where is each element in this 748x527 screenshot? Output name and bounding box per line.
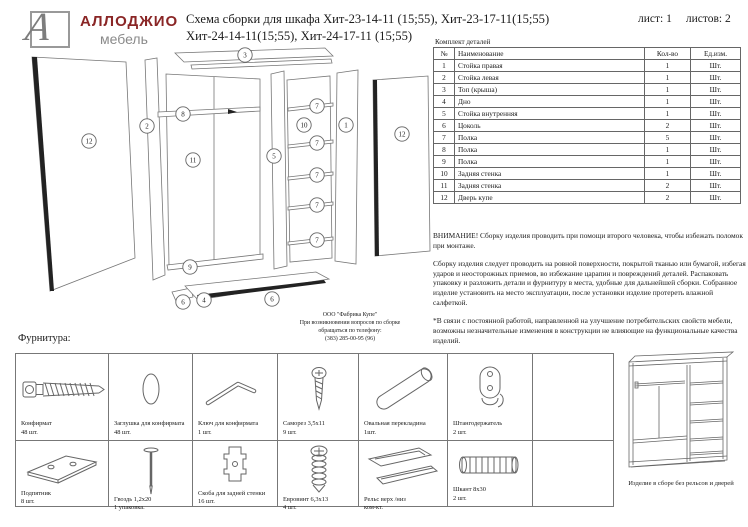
parts-table-body xyxy=(434,60,741,204)
hardware-empty-cell xyxy=(533,354,614,441)
svg-text:12: 12 xyxy=(398,130,406,139)
table-header-row xyxy=(434,48,741,60)
table-row xyxy=(434,72,741,84)
table-cell: Шт. xyxy=(691,96,741,108)
assembled-cabinet-drawing xyxy=(615,352,747,474)
table-cell: Шт. xyxy=(691,120,741,132)
table-cell: Стойка внутренняя xyxy=(455,108,645,120)
table-row xyxy=(434,96,741,108)
diagram-callout-3 xyxy=(238,48,252,62)
table-row xyxy=(434,168,741,180)
confirmat-screw-icon xyxy=(21,357,104,420)
table-cell: Цоколь xyxy=(455,120,645,132)
footnote-text: *В связи с постоянной работой, направленной на улучшение потребительских свойств мебели, возможны незначительные изменения в конструкции не влияющие на функциональные качества изделий. xyxy=(433,315,738,345)
hardware-item xyxy=(448,441,533,507)
svg-text:11: 11 xyxy=(189,156,197,165)
hardware-item-name: Евровинт 6,3х13 xyxy=(283,496,329,503)
diagram-callout-6 xyxy=(265,292,279,306)
table-cell: 1 xyxy=(645,156,691,168)
diagram-callout-1 xyxy=(339,118,353,132)
brand-name: АЛЛОДЖИО xyxy=(80,13,179,30)
diagram-callout-10 xyxy=(297,118,311,132)
table-cell: 1 xyxy=(434,60,455,72)
company-logo xyxy=(22,4,70,49)
table-cell: 5 xyxy=(645,132,691,144)
hardware-item-name: Конфирмат xyxy=(21,420,52,428)
hardware-item-qty: 9 шт. xyxy=(283,428,297,436)
hardware-item-name: Заглушка для конфирмата xyxy=(114,420,185,428)
hardware-grid xyxy=(15,353,614,512)
table-cell: Шт. xyxy=(691,60,741,72)
hardware-item xyxy=(359,441,448,512)
column-header-unit: Ед.изм. xyxy=(691,48,741,60)
table-cell: Полка xyxy=(455,144,645,156)
table-cell: Стойка правая xyxy=(455,60,645,72)
hardware-item-qty: 1шт. xyxy=(364,428,377,436)
parts-table-caption: Комплект деталей xyxy=(435,38,491,46)
table-row xyxy=(434,132,741,144)
svg-text:5: 5 xyxy=(272,152,276,161)
table-row xyxy=(434,60,741,72)
svg-text:12: 12 xyxy=(85,137,93,146)
page-title xyxy=(186,11,576,45)
svg-text:4: 4 xyxy=(202,296,206,305)
table-cell: Шт. xyxy=(691,156,741,168)
rod-holder-icon xyxy=(453,357,528,420)
diagram-callout-7 xyxy=(310,136,324,150)
oval-rod-icon xyxy=(364,357,443,420)
logo-mark-icon: А xyxy=(22,4,54,49)
hardware-item-qty: 48 шт. xyxy=(114,428,131,436)
hardware-item-qty: 16 шт. xyxy=(198,498,215,506)
hardware-item xyxy=(16,354,109,441)
hardware-item-name: Овальная перекладина xyxy=(364,420,426,428)
brand-subtitle: мебель xyxy=(100,31,148,47)
hardware-item-name: Рельс верх /низ xyxy=(364,496,406,503)
diagram-callout-12 xyxy=(395,127,409,141)
dowel-icon xyxy=(453,444,528,486)
assembly-notes xyxy=(433,231,746,353)
hardware-item-qty: 1 упаковка. xyxy=(114,504,145,512)
table-cell: Шт. xyxy=(691,84,741,96)
table-row xyxy=(434,108,741,120)
svg-text:7: 7 xyxy=(315,102,319,111)
title-line-2: Хит-24-14-11(15;55), Хит-24-17-11 (15;55) xyxy=(186,29,413,43)
table-cell: 11 xyxy=(434,180,455,192)
diagram-callout-9 xyxy=(183,260,197,274)
svg-text:8: 8 xyxy=(181,110,185,119)
diagram-callout-2 xyxy=(140,119,154,133)
factory-name: ООО "Фабрика Купе" xyxy=(322,312,378,318)
table-row xyxy=(434,180,741,192)
instructions-text: Сборку изделия следует проводить на ровной поверхности, покрытой тканью или бумагой, избегая ударов и неосторожных приемов, во избежание царапин и повреждений деталей. Распаковать упаковку и разложить детали и фурнитуру в места, удобные для дальнейшей сборки. Собранное изделие установить на место эксплуатации, после установки изделие протереть влажной салфеткой. xyxy=(433,258,746,308)
diagram-callout-8 xyxy=(176,107,190,121)
table-cell: 1 xyxy=(645,84,691,96)
svg-text:6: 6 xyxy=(270,295,274,304)
table-cell: Шт. xyxy=(691,180,741,192)
hardware-item-name: Подпятник xyxy=(21,490,51,497)
title-line-1: Схема сборки для шкафа Хит-23-14-11 (15;55), Хит-23-17-11(15;55) xyxy=(186,12,550,26)
sheet-number: лист: 1 xyxy=(638,13,672,25)
diagram-callout-7 xyxy=(310,168,324,182)
hardware-item xyxy=(278,441,359,512)
sheets-total: листов: 2 xyxy=(685,13,731,25)
hardware-item xyxy=(16,441,109,507)
svg-text:7: 7 xyxy=(315,171,319,180)
column-header-qty: Кол-во xyxy=(645,48,691,60)
hardware-item-name: Шкант 8х30 xyxy=(453,486,486,494)
table-cell: 1 xyxy=(645,144,691,156)
table-cell: 2 xyxy=(645,120,691,132)
diagram-callout-6 xyxy=(176,295,190,309)
table-cell: 1 xyxy=(645,72,691,84)
assembly-diagram xyxy=(20,48,435,312)
table-cell: Задняя стенка xyxy=(455,168,645,180)
svg-text:6: 6 xyxy=(181,298,185,307)
table-cell: Шт. xyxy=(691,144,741,156)
table-cell: Полка xyxy=(455,132,645,144)
table-cell: 1 xyxy=(645,96,691,108)
table-cell: Стойка левая xyxy=(455,72,645,84)
svg-text:10: 10 xyxy=(300,121,308,130)
hardware-item-qty: 2 шт. xyxy=(453,428,467,436)
hardware-item-name: Штангодержатель xyxy=(453,420,503,428)
hardware-item xyxy=(193,441,278,507)
table-cell: Шт. xyxy=(691,72,741,84)
hardware-item xyxy=(193,354,278,441)
table-cell: 4 xyxy=(434,96,455,108)
hardware-item-name: Ключ для конфирмата xyxy=(198,420,259,428)
table-cell: 6 xyxy=(434,120,455,132)
table-row xyxy=(434,192,741,204)
diagram-callout-7 xyxy=(310,233,324,247)
column-header-name: Наименование xyxy=(455,48,645,60)
rail-icon xyxy=(364,444,443,496)
hardware-empty-cell xyxy=(533,441,614,507)
hardware-item xyxy=(109,441,193,512)
factory-contact xyxy=(284,312,416,344)
brand-block xyxy=(80,13,178,47)
table-cell: 1 xyxy=(645,108,691,120)
table-cell: 5 xyxy=(434,108,455,120)
diagram-callout-5 xyxy=(267,149,281,163)
table-cell: Шт. xyxy=(691,192,741,204)
back-panel-bracket-icon xyxy=(198,444,273,490)
hardware-item-qty: 4 шт. xyxy=(283,504,297,512)
table-row xyxy=(434,120,741,132)
hardware-item xyxy=(448,354,533,441)
table-cell: 10 xyxy=(434,168,455,180)
svg-text:1: 1 xyxy=(344,121,348,130)
euro-screw-icon xyxy=(283,444,354,496)
table-cell: Шт. xyxy=(691,132,741,144)
hardware-item-qty: 8 шт. xyxy=(21,498,35,506)
svg-text:3: 3 xyxy=(243,51,247,60)
hardware-item-qty: 1 шт. xyxy=(198,428,212,436)
hardware-item-name: Саморез 3,5х11 xyxy=(283,420,325,428)
table-cell: 12 xyxy=(434,192,455,204)
table-cell: 8 xyxy=(434,144,455,156)
diagram-callout-7 xyxy=(310,99,324,113)
table-cell: 9 xyxy=(434,156,455,168)
table-cell: 1 xyxy=(645,60,691,72)
assembled-cabinet-caption: Изделие в сборе без рельсов и дверей xyxy=(628,480,734,487)
factory-phone: (383) 285-00-95 (96) xyxy=(324,335,376,342)
nail-icon xyxy=(114,444,188,496)
diagram-callout-4 xyxy=(197,293,211,307)
hardware-item xyxy=(278,354,359,441)
table-cell: 1 xyxy=(645,168,691,180)
table-cell: Задняя стенка xyxy=(455,180,645,192)
hardware-item-qty: 2 шт. xyxy=(453,494,467,502)
svg-text:7: 7 xyxy=(315,139,319,148)
diagram-callout-11 xyxy=(186,153,200,167)
hardware-item-name: Гвоздь 1,2х20 xyxy=(114,496,152,503)
hardware-item-qty: 48 шт. xyxy=(21,428,38,436)
self-tapping-screw-icon xyxy=(283,357,354,420)
table-cell: 2 xyxy=(645,180,691,192)
diagram-callout-7 xyxy=(310,198,324,212)
table-row xyxy=(434,84,741,96)
table-cell: Полка xyxy=(455,156,645,168)
sheet-info xyxy=(638,13,731,25)
foot-plate-icon xyxy=(21,444,104,490)
table-cell: 7 xyxy=(434,132,455,144)
hardware-item xyxy=(359,354,448,441)
svg-text:2: 2 xyxy=(145,122,149,131)
hardware-item-qty: ком-кт. xyxy=(364,504,383,512)
column-header-number: № xyxy=(434,48,455,60)
hardware-item-name: Скоба для задней стенки xyxy=(198,490,266,497)
hardware-item xyxy=(109,354,193,441)
table-cell: Дверь купе xyxy=(455,192,645,204)
svg-text:9: 9 xyxy=(188,263,192,272)
factory-note: При возникновении вопросов по сборке xyxy=(299,319,401,326)
svg-text:7: 7 xyxy=(315,236,319,245)
table-cell: Шт. xyxy=(691,168,741,180)
table-cell: 2 xyxy=(645,192,691,204)
table-cell: 3 xyxy=(434,84,455,96)
table-row xyxy=(434,144,741,156)
hardware-section-label: Фурнитура: xyxy=(18,333,71,344)
svg-text:7: 7 xyxy=(315,201,319,210)
table-cell: Топ (крыша) xyxy=(455,84,645,96)
table-cell: Шт. xyxy=(691,108,741,120)
table-cell: 2 xyxy=(434,72,455,84)
table-cell: Дно xyxy=(455,96,645,108)
factory-note-2: обращаться по телефону: xyxy=(318,327,382,334)
hex-key-icon xyxy=(198,357,273,420)
assembled-cabinet xyxy=(615,352,747,487)
parts-table xyxy=(433,47,741,204)
cap-icon xyxy=(114,357,188,420)
warning-text: ВНИМАНИЕ! Сборку изделия проводить при помощи второго человека, чтобы избежать поломок при монтаже. xyxy=(433,231,743,250)
table-row xyxy=(434,156,741,168)
diagram-callout-12 xyxy=(82,134,96,148)
